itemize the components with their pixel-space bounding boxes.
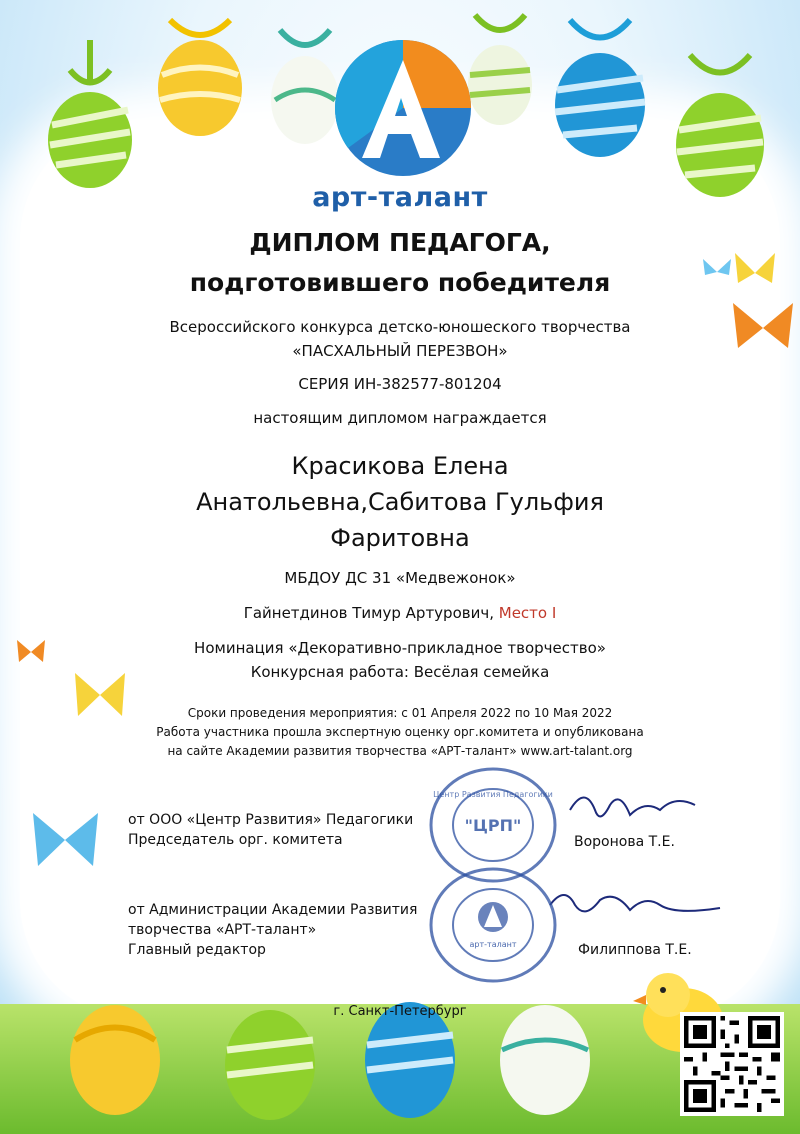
review-line-1: Работа участника прошла экспертную оценку орг.комитета и опубликована xyxy=(156,725,644,739)
signature-2-org-name: творчества «АРТ-талант» xyxy=(128,922,317,938)
easter-egg-bottom-yellow-icon xyxy=(60,980,170,1120)
signature-2-role: Главный редактор xyxy=(128,942,266,958)
stamp-art-talant-icon xyxy=(428,865,558,985)
easter-egg-blue-icon xyxy=(545,0,655,160)
butterfly-blue-left-icon xyxy=(28,808,103,873)
child-and-place xyxy=(0,604,800,622)
diploma-title: ДИПЛОМ ПЕДАГОГА, xyxy=(249,228,551,257)
logo-text: арт-талант xyxy=(312,182,488,213)
signature-2-name: Филиппова Т.Е. xyxy=(578,942,692,958)
place-label: Место I xyxy=(498,604,557,622)
signature-block-1 xyxy=(128,810,413,850)
nomination: Номинация «Декоративно-прикладное творчество» xyxy=(194,639,606,657)
easter-egg-bottom-white-icon xyxy=(490,980,600,1120)
handwritten-signature-1-icon xyxy=(560,780,700,840)
organization: МБДОУ ДС 31 «Медвежонок» xyxy=(284,569,516,587)
signature-block-2 xyxy=(128,900,417,960)
signature-1-org: от ООО «Центр Развития» Педагогики xyxy=(128,812,414,828)
contest-work: Конкурсная работа: Весёлая семейка xyxy=(250,663,550,681)
signature-1-role: Председатель орг. комитета xyxy=(128,832,343,848)
city: г. Санкт-Петербург xyxy=(333,1004,467,1019)
easter-egg-yellow-icon xyxy=(150,0,250,140)
winner-names: Красикова Елена Анатольевна,Сабитова Гульфия Фаритовна xyxy=(196,452,604,552)
stamp-crp-ring-text: Центр Развития Педагогики xyxy=(433,790,553,799)
stamp-art-talant-text: арт-талант xyxy=(469,940,517,949)
review-line-2: на сайте Академии развития творчества «АРТ-талант» www.art-talant.org xyxy=(167,744,633,758)
handwritten-signature-2-icon xyxy=(545,880,725,930)
event-dates: Сроки проведения мероприятия: с 01 Апреля 2022 по 10 Мая 2022 xyxy=(187,706,613,720)
stamp-crp-text: "ЦРП" xyxy=(464,816,522,835)
signature-1-name: Воронова Т.Е. xyxy=(574,834,675,850)
awarded-text: настоящим дипломом награждается xyxy=(253,409,547,427)
diploma-subtitle: подготовившего победителя xyxy=(189,268,611,297)
easter-egg-green-right-icon xyxy=(665,30,775,200)
qr-code-icon xyxy=(680,1012,784,1116)
child-name: Гайнетдинов Тимур Артурович, xyxy=(243,604,494,622)
easter-egg-bottom-blue-icon xyxy=(355,975,465,1125)
contest-name-line: Всероссийского конкурса детско-юношеского творчества xyxy=(169,318,631,336)
art-talant-logo-icon xyxy=(328,30,478,180)
signature-2-org: от Администрации Академии Развития xyxy=(128,902,418,918)
series-number: СЕРИЯ ИН-382577-801204 xyxy=(298,375,502,393)
contest-title: «ПАСХАЛЬНЫЙ ПЕРЕЗВОН» xyxy=(292,342,508,360)
easter-egg-green-icon xyxy=(40,40,140,190)
